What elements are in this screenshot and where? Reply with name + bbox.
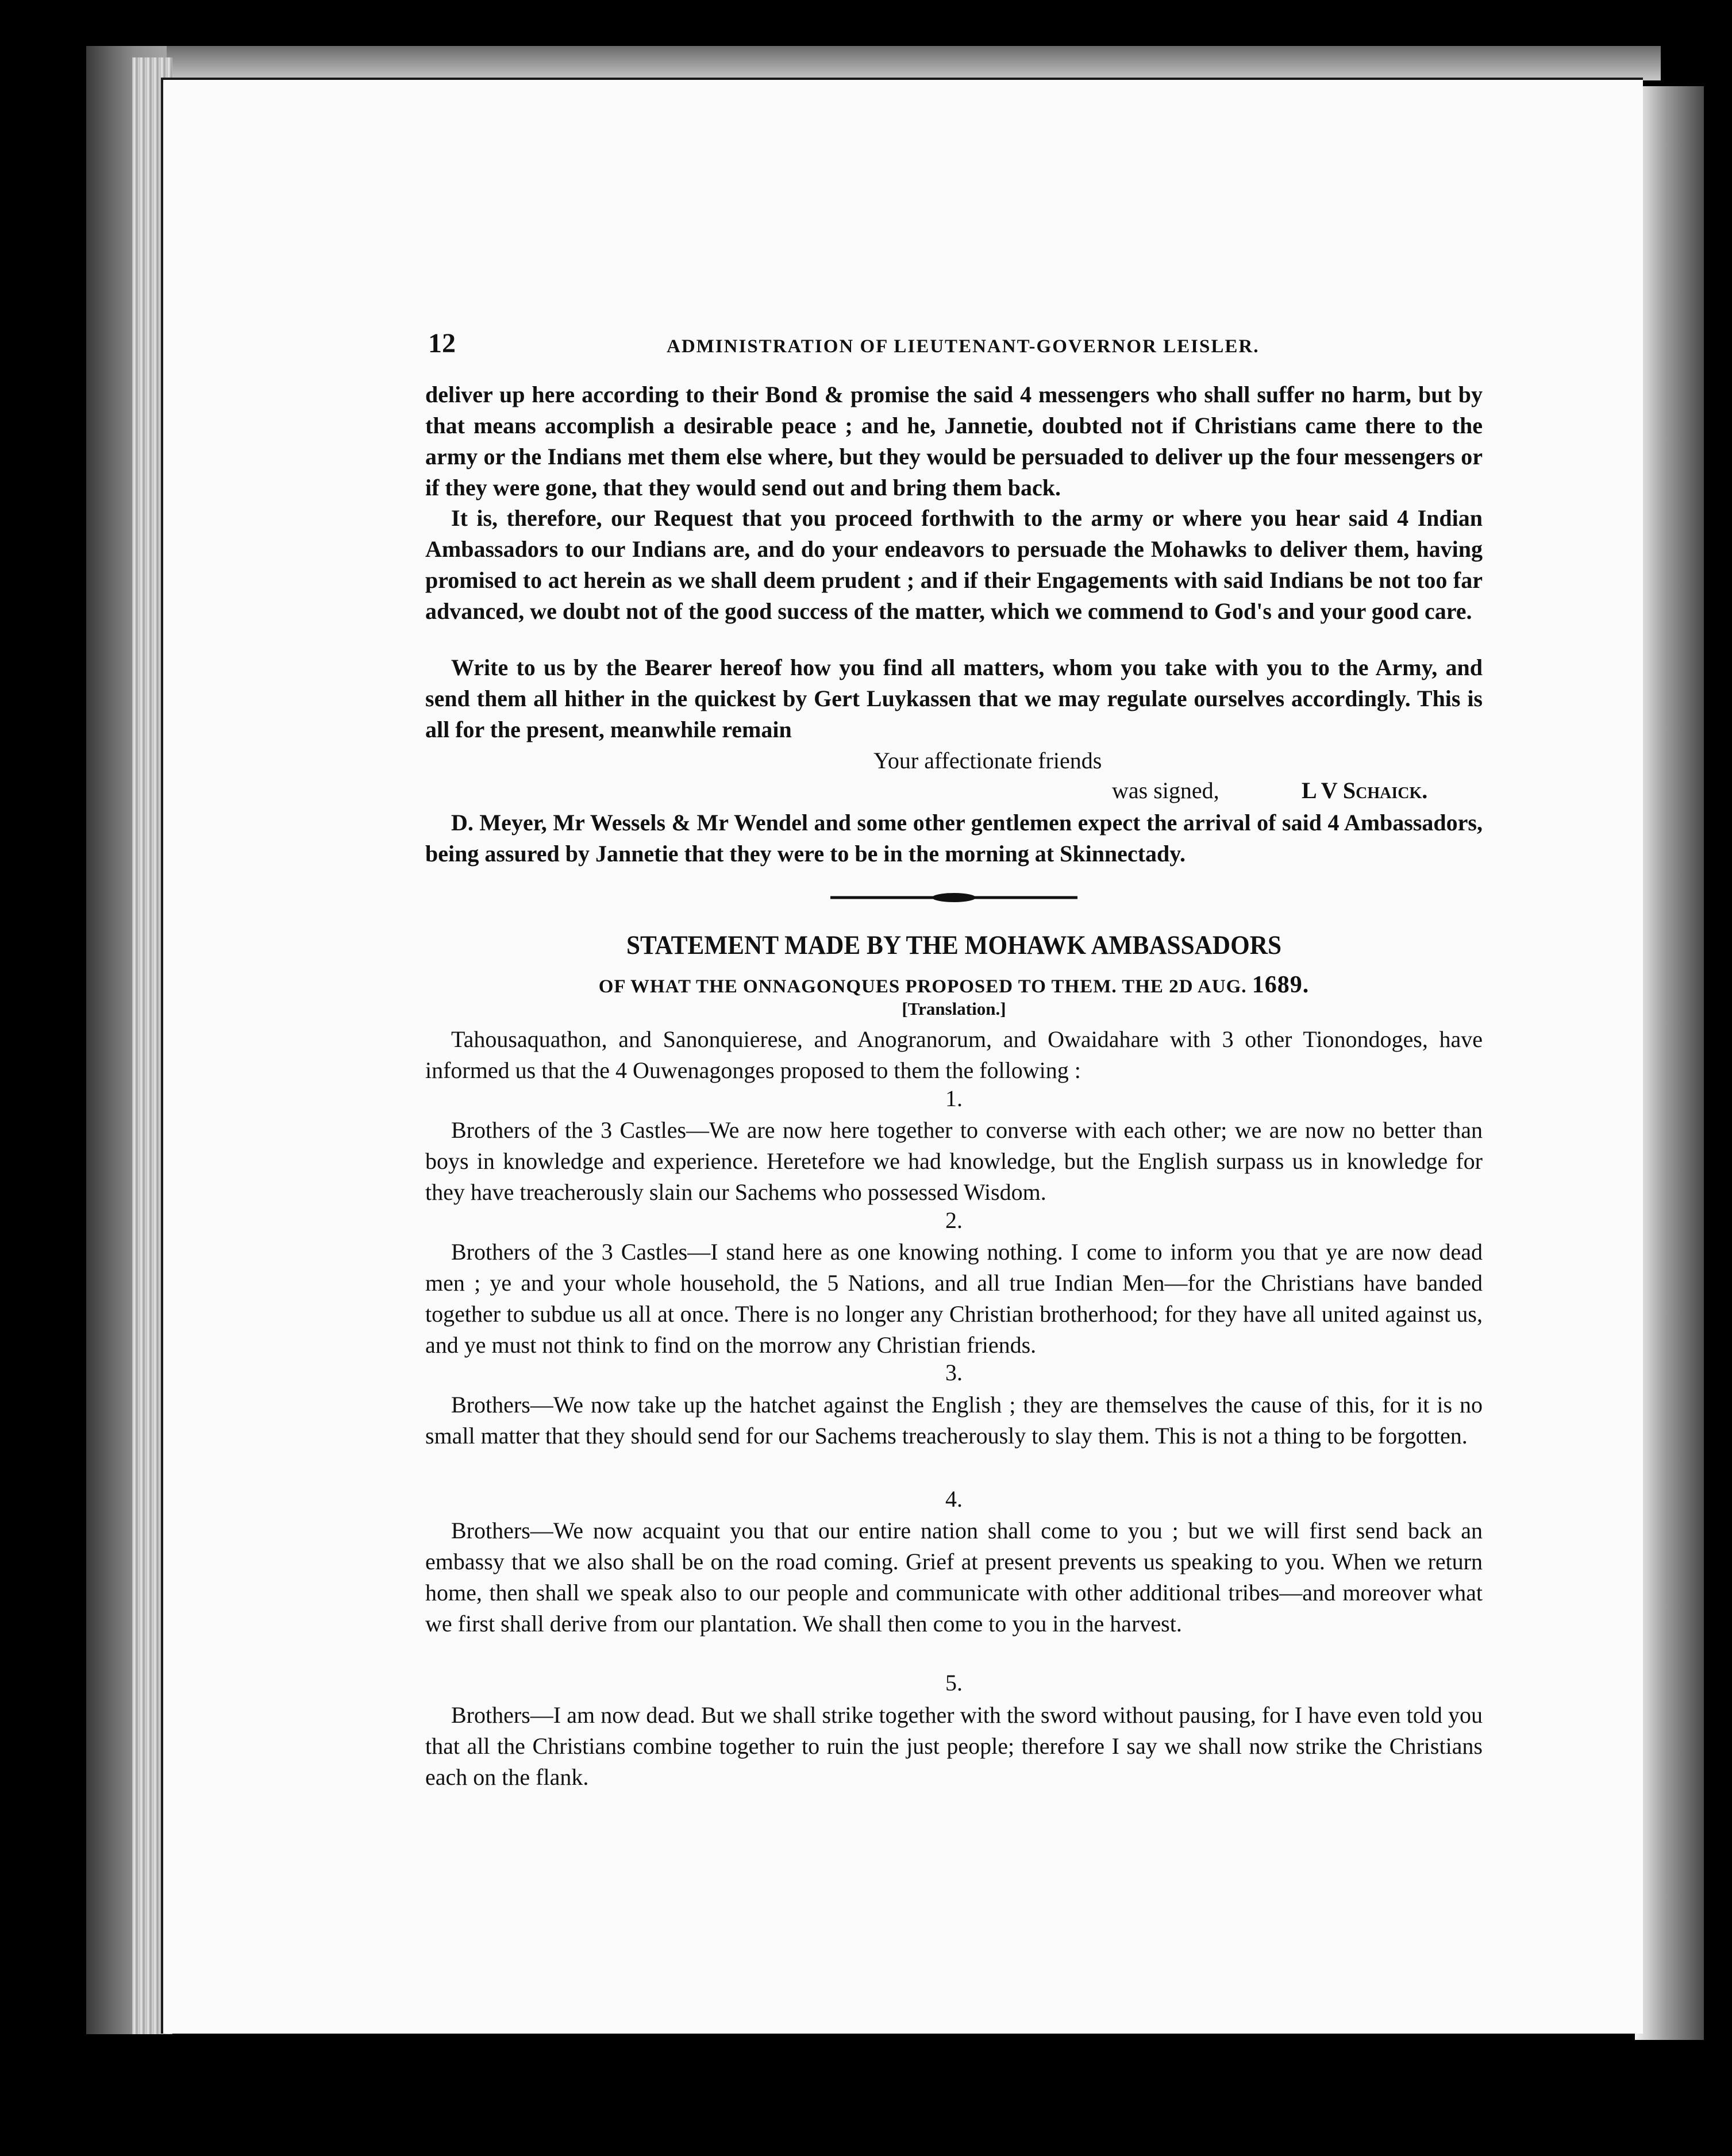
translation-note: [Translation.] <box>902 999 1006 1019</box>
letter-closing: Your affectionate friends <box>873 748 1102 773</box>
statement-item-1: Brothers of the 3 Castles—We are now here together to converse with each other; we are now no better than boys in knowledge and experience. Heretefore we had knowledge, but the English surpass us in knowledge for they have treacherously slain our Sachems who possessed Wisdom. <box>425 1117 1483 1205</box>
item-number-1: 1. <box>945 1085 963 1111</box>
statement-intro: Tahousaquathon, and Sanonquierese, and Anogranorum, and Owaidahare with 3 other Tionondoges, have informed us that the 4 Ouwenagonges proposed to them the following : <box>425 1026 1483 1083</box>
item-number-3: 3. <box>945 1360 963 1385</box>
letter-paragraph-3: Write to us by the Bearer hereof how you find all matters, whom you take with you to the Army, and send them all hither in the quickest by Gert Luykassen that we may regulate ourselves accordingly. This is all for the present, meanwhile remain <box>425 654 1483 742</box>
page-number: 12 <box>428 328 456 359</box>
letter-postscript: D. Meyer, Mr Wessels & Mr Wendel and some other gentlemen expect the arrival of said 4 Ambassadors, being assured by Jannetie that they were to be in the morning at Skinnectady. <box>425 810 1483 867</box>
letter-paragraph-1: deliver up here according to their Bond & promise the said 4 messengers who shall suffer no harm, but by that means accomplish a desirable peace ; and he, Jannetie, doubted not if Christians came there to the army or the Indians met them else where, but they would be persuaded to deliver up the four messengers or if they were gone, that they would send out and bring them back. <box>425 382 1483 500</box>
item-number-4: 4. <box>945 1486 963 1512</box>
statement-item-2: Brothers of the 3 Castles—I stand here as one knowing nothing. I come to inform you that ye are now dead men ; ye and your whole household, the 5 Nations, and all true Indian Men—for the Christians have banded together to subdue us all at once. There is no longer any Christian brotherhood; for they have all united against us, and ye must not think to find on the morrow any Christian friends. <box>425 1239 1483 1358</box>
statement-item-4: Brothers—We now acquaint you that our entire nation shall come to you ; but we will first send back an embassy that we also shall be on the road coming. Grief at present prevents us speaking to you. When we return home, then shall we speak also to our people and communicate with other additional tribes—and moreover what we first shall derive from our plantation. We shall then come to you in the harvest. <box>425 1518 1483 1637</box>
letter-signer: L V Schaick. <box>1302 777 1428 803</box>
ornament-divider <box>830 892 1077 903</box>
statement-year: 1689. <box>1252 972 1310 998</box>
statement-subtitle <box>425 971 1483 999</box>
book-right-shadow <box>1635 86 1704 2040</box>
item-number-5: 5. <box>945 1670 963 1696</box>
statement-item-3: Brothers—We now take up the hatchet against the English ; they are themselves the cause of this, for it is no small matter that they should send for our Sachems treacherously to slay them. This is not a thing to be forgotten. <box>425 1392 1483 1449</box>
running-title: ADMINISTRATION OF LIEUTENANT-GOVERNOR LEISLER. <box>667 336 1260 357</box>
letter-paragraph-2: It is, therefore, our Request that you proceed forthwith to the army or where you hear said 4 Indian Ambassadors to our Indians are, and do your endeavors to persuade the Mohawks to deliver them, having promised to act herein as we shall deem prudent ; and if their Engagements with said Indians be not too far advanced, we doubt not of the good success of the matter, which we commend to God's and your good care. <box>425 505 1483 624</box>
book-top-edge <box>132 46 1661 80</box>
statement-item-5: Brothers—I am now dead. But we shall strike together with the sword without pausing, for I have even told you that all the Christians combine together to ruin the just people; therefore I say we shall now strike the Christians each on the flank. <box>425 1702 1483 1790</box>
item-number-2: 2. <box>945 1207 963 1233</box>
statement-subtitle-text: OF WHAT THE ONNAGONQUES PROPOSED TO THEM. THE 2D AUG. <box>598 976 1247 997</box>
statement-title: STATEMENT MADE BY THE MOHAWK AMBASSADORS <box>626 930 1282 960</box>
letter-was-signed: was signed, <box>1112 777 1219 803</box>
